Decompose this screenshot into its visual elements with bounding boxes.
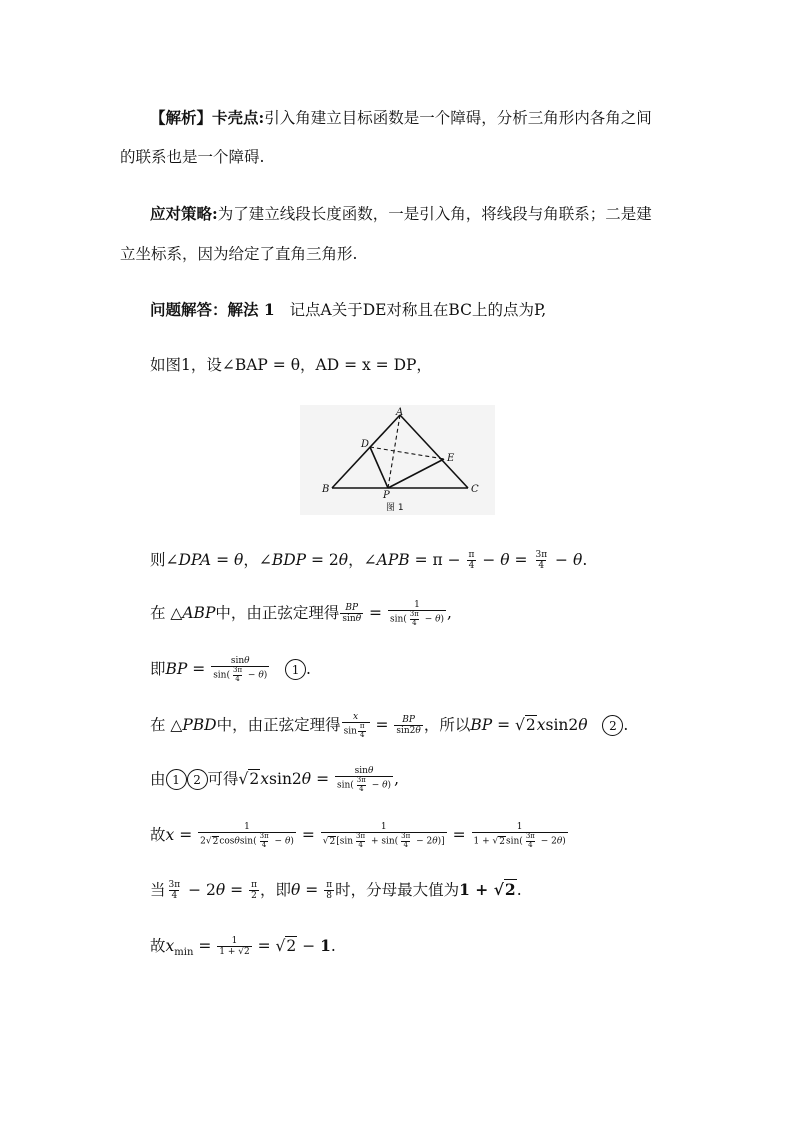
figure-caption: 图 1: [386, 503, 404, 513]
solution-header: [150, 302, 546, 319]
solution-colon: ：: [212, 300, 228, 319]
label-D: D: [361, 439, 370, 450]
strategy-colon: :: [212, 204, 218, 223]
method-label: 解法 1: [227, 300, 275, 319]
analysis-line-2: 的联系也是一个障碍.: [120, 148, 265, 166]
method-text: 记点A关于DE对称且在BC上的点为P,: [289, 301, 547, 319]
eq-x-min: 故$x_{min}$ = $\frac{1}{1 + √2}$ = √2 − 1.: [150, 935, 336, 958]
analysis-bracket: 【解析】: [150, 108, 213, 127]
eq-sine-law-pbd: 在 △PBD中，由正弦定理得 x sin $\frac{\pi}{4}$ = $\frac{BP}{\sin 2\theta}$ ，所以BP = √2xsin2θ 2 .: [150, 712, 629, 740]
strategy-label: 应对策略: [150, 204, 213, 223]
label-P: P: [383, 490, 390, 501]
eq-max-condition: 当 $\frac{3\pi}{4}$ − 2θ = $\frac{\pi}{2}$ ，即θ = $\frac{\pi}{8}$ 时，分母最大值为1 + √2.: [150, 879, 522, 902]
circled-2: 2: [602, 715, 623, 736]
triangle-figure: [300, 405, 495, 515]
strategy-text: 为了建立线段长度函数，一是引入角，将线段与角联系；二是建: [217, 205, 652, 223]
eq-x-expression: 故x = 1 2√2cosθsin( $\frac{3\pi}{4}$ − θ) = 1 √2[sin $\frac{3\pi}{4}$ + sin( $\frac{3\pi}{4}$ − 2θ)] = 1 1 + √2sin( $\frac{3\pi}{4}$ − 2θ): [150, 822, 566, 850]
solution-label: 问题解答: [150, 300, 213, 319]
circled-1: 1: [285, 659, 306, 680]
eq-sine-law-abp: 在 △ABP中，由正弦定理得 $\frac{BP}{\sin\theta}$ = 1 sin( $\frac{3\pi}{4}$ − θ) ,: [150, 600, 452, 628]
stuck-point-colon: :: [258, 108, 265, 127]
eq-combine: 由 1 2 可得√2xsin2θ = sinθ sin( $\frac{3\pi}{4}$ − θ) ,: [150, 766, 399, 794]
label-A: A: [396, 407, 404, 418]
eq-angles: 则∠DPA = θ，∠BDP = 2θ，∠APB = π − $\frac{\pi}{4}$ − θ = $\frac{3\pi}{4}$ − θ.: [150, 550, 588, 572]
analysis-line-1: [150, 110, 652, 127]
label-B: B: [322, 484, 330, 495]
setup-line: 如图1，设∠BAP = θ，AD = x = DP，: [150, 356, 432, 374]
strategy-line-1: [150, 206, 652, 223]
stuck-point-text: 引入角建立目标函数是一个障碍，分析三角形内各角之间: [264, 109, 652, 127]
eq-bp-1: 即BP = sinθ sin( $\frac{3\pi}{4}$ − θ) 1 .: [150, 656, 311, 684]
label-C: C: [471, 484, 479, 495]
stuck-point-label: 卡壳点: [212, 108, 259, 127]
strategy-line-2: 立坐标系，因为给定了直角三角形.: [120, 245, 358, 263]
label-E: E: [447, 453, 455, 464]
